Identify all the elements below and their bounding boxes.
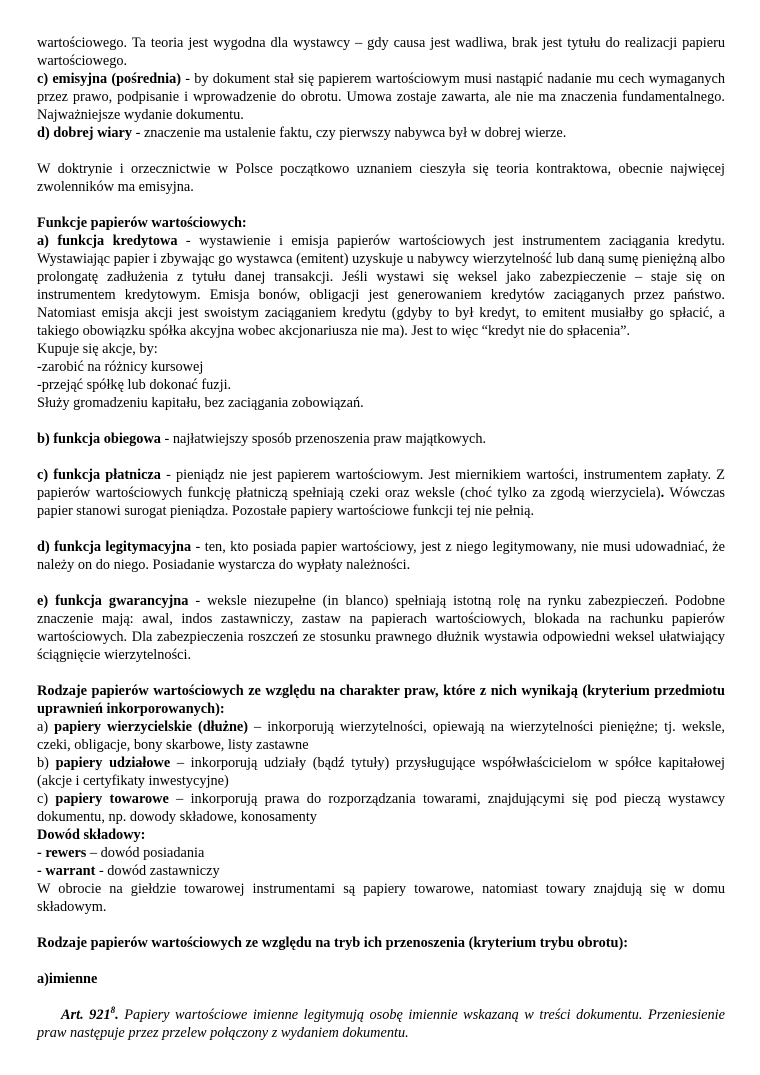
spacer [37, 952, 725, 970]
theory-c-label: c) emisyjna (pośrednia) [37, 71, 181, 87]
spacer [37, 988, 725, 1006]
dowod-1-text: – dowód posiadania [86, 845, 205, 861]
paragraph-func-a [37, 232, 725, 340]
dowod-1-label: rewers [45, 845, 87, 861]
func-d-text: - ten, kto posiada papier wartościowy, jest z niego legitymowany, nie musi udowadniać, że należy on do niego. Posiadanie wystarcza do wypłaty należności. [37, 539, 725, 573]
func-c-label: c) funkcja płatnicza [37, 467, 161, 483]
dowod-item-rewers [37, 844, 725, 862]
paragraph-func-c [37, 466, 725, 520]
func-b-text: - najłatwiejszy sposób przenoszenia praw majątkowych. [160, 431, 487, 447]
func-e-text: - weksle niezupełne (in blanco) spełniają istotną rolę na rynku zabezpieczeń. Podobne znaczenie mają: awal, indos zastawniczy, zastaw na papierach wartościowych, blokada na rachunku papierów wartościowych. Dla zabezpieczenia roszczeń ze stosunku prawnego dłużnik wystawia odpowiedni weksel ułatwiający ściągnięcie wierzytelności. [37, 593, 725, 663]
functions-heading [37, 214, 725, 232]
article-sup-text: 8 [110, 1005, 116, 1016]
spacer [37, 520, 725, 538]
spacer [37, 664, 725, 682]
shares-line-3: Służy gromadzeniu kapitału, bez zaciągania zobowiązań. [37, 395, 364, 411]
article-label: Art. 921 [61, 1007, 111, 1023]
paragraph-func-d [37, 538, 725, 574]
func-a-text: - wystawienie i emisja papierów wartościowych jest instrumentem zaciągania kredytu. Wystawiając papier i zbywając go wystawca (emitent) uzyskuje u nabywcy wierzytelność lub daną sumę pieniężną albo prolongatę zadłużenia z tytułu danej transakcji. Jeśli wystawi się weksel jako zabezpieczenie – staje się on instrumentem kredytowym. Emisja bonów, obligacji jest generowaniem kredytów zaciąganych przez państwo. Natomiast emisja akcji jest swoistym zaciąganiem kredytu (gdyby to był kredyt, to emitent musiałby go spłacić, a takiego obowiązku spółka akcyjna wobec akcjonariusza nie ma). Jest to więc “kredyt nie do spłacenia”. [37, 233, 726, 339]
type-c-text: – inkorporują prawa do rozporządzania towarami, znajdującymi się pod pieczą wystawcy dokumentu, np. dowody składowe, konosamenty [37, 791, 726, 825]
paragraph-func-e [37, 592, 725, 664]
dowod-2-text: - dowód zastawniczy [95, 863, 220, 879]
spacer [37, 412, 725, 430]
types-heading [37, 682, 725, 718]
spacer [37, 448, 725, 466]
type-c-label: papiery towarowe [55, 791, 169, 807]
document-page [37, 34, 725, 1042]
dowod-2-prefix: - [37, 863, 46, 879]
paragraph-theory-d [37, 124, 725, 142]
paragraph-theory-c [37, 70, 725, 124]
type-c-prefix: c) [37, 791, 56, 807]
shares-line-1: -zarobić na różnicy kursowej [37, 359, 204, 375]
shares-line-2: -przejąć spółkę lub dokonać fuzji. [37, 377, 232, 393]
dowod-2-label: warrant [45, 863, 96, 879]
theory-d-label: d) dobrej wiary [37, 125, 133, 141]
shares-line-0: Kupuje się akcje, by: [37, 341, 158, 357]
spacer [37, 142, 725, 160]
paragraph-type-a [37, 718, 725, 754]
functions-heading-text: Funkcje papierów wartościowych: [37, 215, 247, 231]
article-dot: . [115, 1007, 119, 1023]
types-heading-text: Rodzaje papierów wartościowych ze względu na charakter praw, które z nich wynikają (kryterium przedmiotu uprawnień inkorporowanych): [37, 683, 725, 717]
paragraph-type-c [37, 790, 725, 826]
type-b-text: – inkorporują udziały (bądź tytuły) przysługujące współwłaścicielom w spółce kapitałowej (akcje i certyfikaty inwestycyjne) [37, 755, 725, 789]
paragraph-theory-intro: wartościowego. Ta teoria jest wygodna dla wystawcy – gdy causa jest wadliwa, brak jest tytułu do realizacji papieru wartościowego. [37, 35, 725, 69]
dowod-heading-text: Dowód składowy: [37, 827, 146, 843]
func-b-label: b) funkcja obiegowa [37, 431, 161, 447]
dowod-heading [37, 826, 725, 844]
spacer [37, 196, 725, 214]
theory-c-text: - by dokument stał się papierem wartościowym musi nastąpić nadanie mu cech wymaganych przez prawo, podpisanie i wprowadzenie do obrotu. Umowa zostaje zawarta, ale nie ma znaczenia fundamentalnego. Najważniejsze wydanie dokumentu. [37, 71, 725, 123]
spacer [37, 916, 725, 934]
type-a-text: – inkorporują wierzytelności, opiewają na wierzytelności pieniężne; tj. weksle, czeki, obligacje, bony skarbowe, listy zastawne [37, 719, 725, 753]
paragraph-exchange: W obrocie na giełdzie towarowej instrumentami są papiery towarowe, natomiast towary znajdują się w domu składowym. [37, 881, 725, 915]
dowod-item-warrant [37, 862, 725, 880]
imienne-heading-text: a)imienne [37, 971, 98, 987]
func-e-label: e) funkcja gwarancyjna [37, 593, 189, 609]
transfer-heading [37, 934, 725, 952]
func-d-label: d) funkcja legitymacyjna [37, 539, 192, 555]
paragraph-doctrine: W doktrynie i orzecznictwie w Polsce początkowo uznaniem cieszyła się teoria kontraktowa, obecnie najwięcej zwolenników ma emisyjna. [37, 161, 725, 195]
type-a-prefix: a) [37, 719, 55, 735]
type-b-prefix: b) [37, 755, 56, 771]
article-text: Papiery wartościowe imienne legitymują osobę imiennie wskazaną w treści dokumentu. Przeniesienie praw następuje przez przelew połączony z wydaniem dokumentu. [37, 1007, 725, 1041]
paragraph-type-b [37, 754, 725, 790]
dowod-1-prefix: - [37, 845, 46, 861]
article-921-8 [37, 1006, 725, 1042]
func-c-text-2: Wówczas papier stanowi surogat pieniądza. Pozostałe papiery wartościowe funkcji tej nie pełnią. [37, 485, 725, 519]
func-a-label: a) funkcja kredytowa [37, 233, 178, 249]
transfer-heading-text: Rodzaje papierów wartościowych ze względu na tryb ich przenoszenia (kryterium trybu obrotu): [37, 935, 628, 951]
paragraph-func-b [37, 430, 725, 448]
type-b-label: papiery udziałowe [55, 755, 171, 771]
type-a-label: papiery wierzycielskie (dłużne) [54, 719, 249, 735]
spacer [37, 574, 725, 592]
imienne-heading [37, 970, 725, 988]
theory-d-text: - znaczenie ma ustalenie faktu, czy pierwszy nabywca był w dobrej wierze. [132, 125, 567, 141]
func-c-text-1: - pieniądz nie jest papierem wartościowym. Jest miernikiem wartości, instrumentem zapłaty. Z papierów wartościowych funkcję płatniczą spełniają czeki oraz weksle (choć tylko za zgodą wierzyciela) [37, 467, 725, 501]
func-c-dot: . [660, 485, 665, 501]
